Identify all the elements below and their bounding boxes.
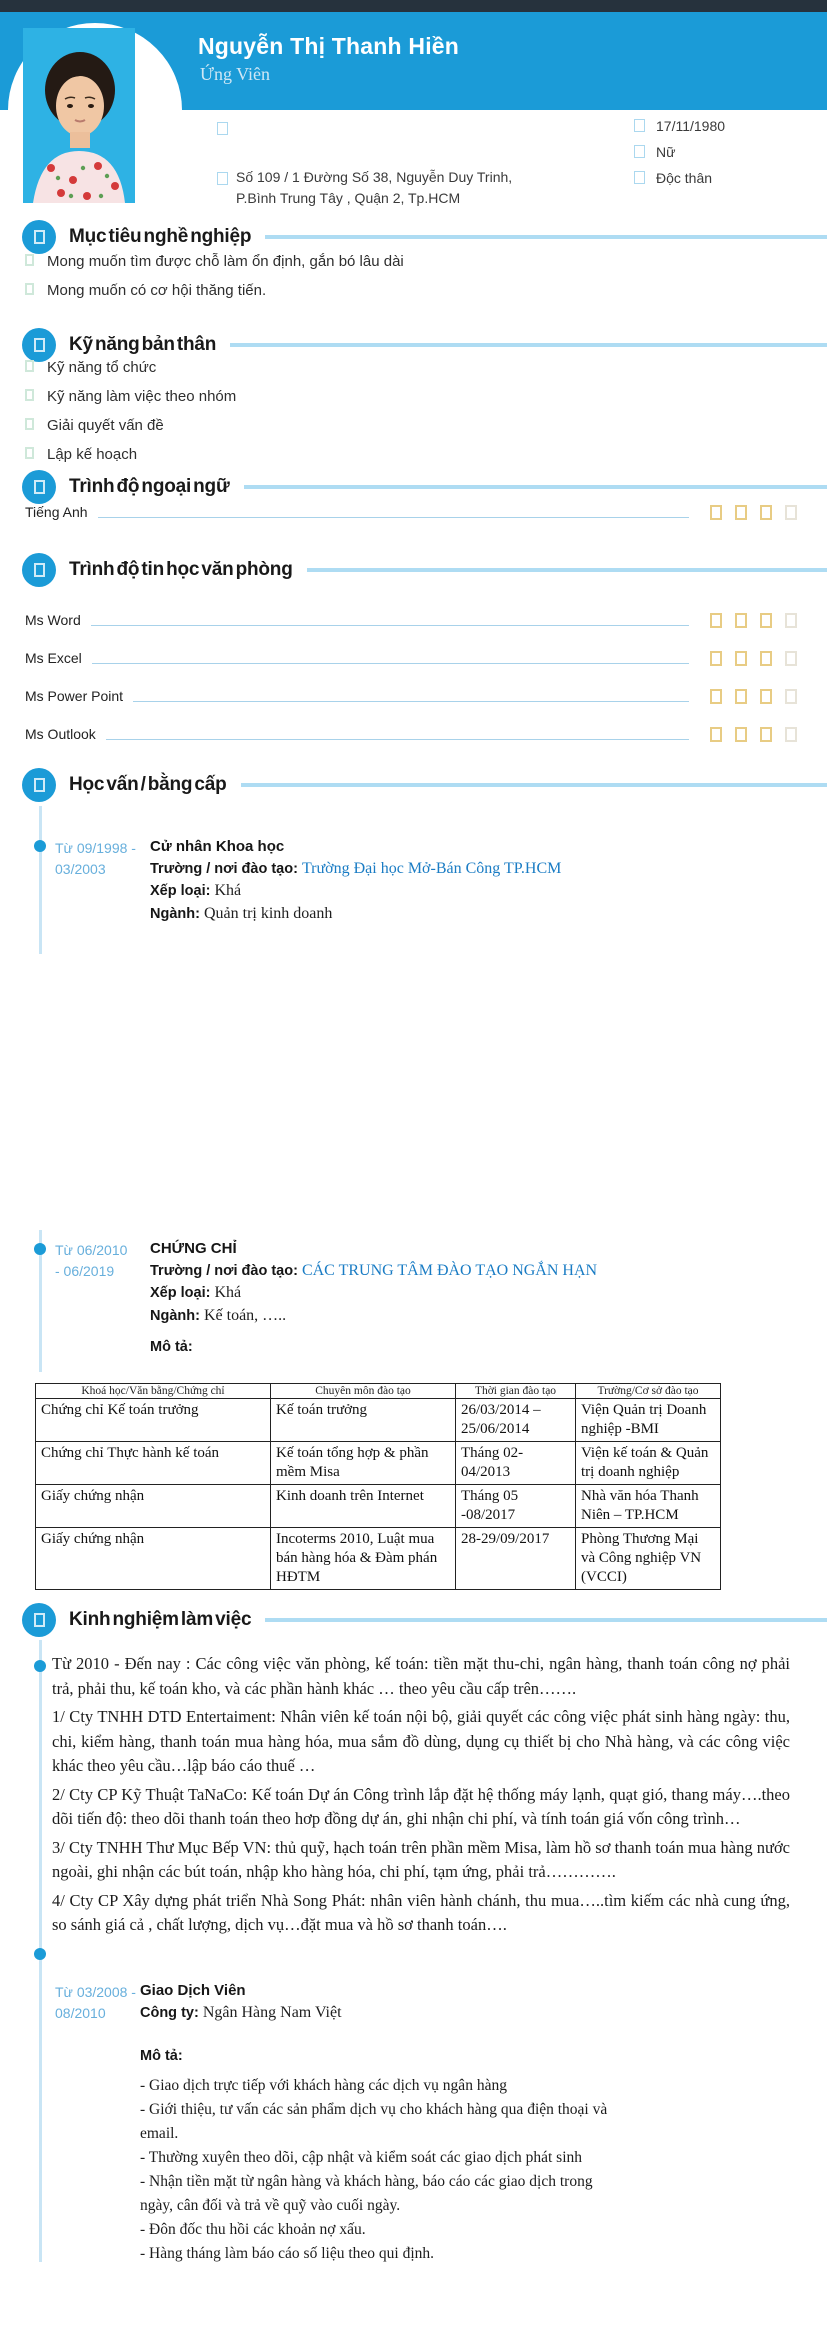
target-icon-glyph (34, 230, 45, 244)
star-icon (785, 505, 797, 520)
education-icon-glyph (34, 778, 45, 792)
table-row (36, 1528, 721, 1590)
gender-value: Nữ (656, 144, 676, 160)
table-row (36, 1485, 721, 1528)
star-icon (760, 727, 772, 742)
period-line: - 06/2019 (55, 1263, 115, 1279)
grade-value: Khá (214, 1284, 242, 1301)
phone-icon (217, 122, 228, 135)
marital-status-icon (634, 171, 645, 184)
skill-label: Ms Word (25, 612, 81, 628)
square-bullet-icon (25, 283, 34, 295)
period-line: Từ 03/2008 - (55, 1984, 136, 2000)
office-rating-outlook (25, 722, 797, 746)
star-icon (785, 727, 797, 742)
description-label: Mô tả: (140, 2048, 183, 2064)
address-icon (217, 172, 228, 185)
table-header-cell: Thời gian đào tạo (456, 1384, 576, 1399)
gender-icon (634, 145, 645, 158)
objective-list (25, 252, 797, 310)
job-role: Giao Dịch Viên (140, 1982, 246, 1999)
star-icon (710, 689, 722, 704)
job-entry (140, 1980, 640, 2266)
skill-item (25, 358, 797, 378)
table-row (36, 1399, 721, 1442)
section-skills-header (0, 328, 827, 362)
briefcase-icon-glyph (34, 1613, 45, 1627)
language-icon-glyph (34, 480, 45, 494)
company-line (140, 2002, 640, 2025)
degree-title: CHỨNG CHỈ (150, 1240, 237, 1257)
section-divider (265, 1618, 827, 1622)
company-label: Công ty: (140, 2004, 199, 2021)
square-bullet-icon (25, 447, 34, 459)
major-value: Quản trị kinh doanh (203, 904, 333, 922)
job-duty: - Thường xuyên theo dõi, cập nhật và kiểm soát các giao dịch phát sinh (140, 2148, 583, 2166)
office-rating-powerpoint (25, 684, 797, 708)
experience-paragraph: 1/ Cty TNHH DTD Entertaiment: Nhân viên kế toán nội bộ, giải quyết các công việc phát sinh hàng ngày: thu, chi, kiểm hàng, thanh toán mua hàng hóa, mua sắm đồ dùng, dụng cụ thiết bị cho Nhà hàng, và các công việc khác theo yêu cầu…lập báo cáo thuế … (52, 1707, 790, 1775)
skills-icon-glyph (34, 338, 45, 352)
skills-list (25, 358, 797, 474)
school-line (150, 858, 710, 881)
list-item-text: Kỹ năng làm việc theo nhóm (47, 388, 237, 405)
timeline-line (39, 806, 42, 954)
list-item-text: Kỹ năng tổ chức (47, 359, 157, 376)
section-title: Học vấn / bằng cấp (69, 774, 227, 795)
square-bullet-icon (25, 254, 34, 266)
star-icon (760, 505, 772, 520)
list-item-text: Mong muốn tìm được chỗ làm ổn định, gắn bó lâu dài (47, 253, 404, 270)
description-label: Mô tả: (150, 1339, 193, 1355)
profile-photo (23, 28, 135, 203)
period-line: Từ 06/2010 (55, 1242, 128, 1258)
section-title: Kỹ năng bản thân (69, 334, 217, 355)
table-cell: Tháng 05 -08/2017 (456, 1485, 576, 1528)
grade-label: Xếp loại: (150, 1285, 211, 1301)
address-value: Số 109 / 1 Đường Số 38, Nguyễn Duy Trinh, P.Bình Trung Tây , Quận 2, Tp.HCM (236, 169, 513, 206)
computer-icon (22, 553, 56, 587)
skill-item (25, 387, 797, 407)
table-header-cell: Khoá học/Văn bằng/Chứng chỉ (36, 1384, 271, 1399)
star-icon (710, 613, 722, 628)
skill-label: Ms Outlook (25, 726, 96, 742)
skill-underline (106, 739, 689, 740)
timeline-dot (34, 1243, 46, 1255)
table-cell: Giấy chứng nhận (36, 1485, 271, 1528)
timeline-dot (34, 840, 46, 852)
star-icon (785, 689, 797, 704)
grade-label: Xếp loại: (150, 883, 211, 899)
section-divider (241, 783, 827, 787)
major-value: Kế toán, ….. (203, 1306, 287, 1324)
major-line (150, 1305, 710, 1328)
square-bullet-icon (25, 360, 34, 372)
section-divider (265, 235, 827, 239)
star-icon (735, 727, 747, 742)
table-cell: Kinh doanh trên Internet (271, 1485, 456, 1528)
table-cell: Kế toán tổng hợp & phần mềm Misa (271, 1442, 456, 1485)
office-rating-word (25, 608, 797, 632)
star-icon (760, 613, 772, 628)
star-icon (785, 651, 797, 666)
period-line: 03/2003 (55, 861, 106, 877)
experience-paragraph: 2/ Cty CP Kỹ Thuật TaNaCo: Kế toán Dự án Công trình lắp đặt hệ thống máy lạnh, quạt gió, thang máy….theo dõi tiến độ: theo dõi thanh toán theo hơp đồng dự án, ghi nhận chi phí, và tính toán giá vốn công trình… (52, 1784, 790, 1828)
table-header-cell: Chuyên môn đào tạo (271, 1384, 456, 1399)
period-line: Từ 09/1998 - (55, 840, 136, 856)
education-period (55, 1240, 145, 1282)
skill-underline (98, 517, 689, 518)
table-cell: Chứng chỉ Kế toán trưởng (36, 1399, 271, 1442)
star-icon (735, 689, 747, 704)
timeline-dot (34, 1660, 46, 1672)
rating-stars (697, 613, 797, 628)
skill-label: Tiếng Anh (25, 504, 88, 520)
office-rating-excel (25, 646, 797, 670)
period-line: 08/2010 (55, 2005, 106, 2021)
section-title: Mục tiêu nghề nghiệp (69, 226, 252, 247)
grade-line (150, 880, 710, 903)
section-divider (230, 343, 827, 347)
dob-value: 17/11/1980 (656, 118, 726, 134)
objective-item (25, 252, 797, 272)
experience-paragraph: 3/ Cty TNHH Thư Mục Bếp VN: thủ quỹ, hạch toán trên phần mềm Misa, làm hồ sơ thanh toán mua hàng nước ngoài, ghi nhận các bút toán, nhập kho hàng hóa, chi phí, tạm ứng, phải trả…………. (52, 1837, 790, 1881)
skill-item (25, 416, 797, 436)
job-duty: - Đôn đốc thu hồi các khoản nợ xấu. (140, 2220, 366, 2238)
birthday-icon (634, 119, 645, 132)
target-icon (22, 220, 56, 254)
list-item-text: Giải quyết vấn đề (47, 417, 164, 434)
education-entry (150, 1238, 710, 1359)
job-duty: - Nhận tiền mặt từ ngân hàng và khách hàng, báo cáo các giao dịch trong ngày, cân đối và trả về quỹ vào cuối ngày. (140, 2172, 593, 2214)
table-cell: Viện kế toán & Quản trị doanh nghiệp (576, 1442, 721, 1485)
major-label: Ngành: (150, 905, 200, 922)
marital-status-value: Độc thân (656, 170, 713, 186)
star-icon (735, 613, 747, 628)
school-link[interactable]: Trường Đại học Mở-Bán Công TP.HCM (301, 859, 562, 877)
skill-underline (133, 701, 689, 702)
section-experience-header (0, 1603, 827, 1637)
table-row (36, 1442, 721, 1485)
language-rating-english (25, 500, 797, 524)
section-office-header (0, 553, 827, 587)
rating-stars (697, 689, 797, 704)
grade-line (150, 1282, 710, 1305)
school-link[interactable]: CÁC TRUNG TÂM ĐÀO TẠO NGẮN HẠN (301, 1261, 598, 1279)
rating-stars (697, 651, 797, 666)
section-objective-header (0, 220, 827, 254)
company-value: Ngân Hàng Nam Việt (202, 2003, 342, 2021)
square-bullet-icon (25, 389, 34, 401)
skill-item (25, 445, 797, 465)
education-entry (150, 836, 710, 925)
candidate-title: Ứng Viên (200, 64, 271, 84)
candidate-name: Nguyễn Thị Thanh Hiền (198, 33, 460, 59)
list-item-text: Mong muốn có cơ hội thăng tiến. (47, 282, 267, 299)
rating-stars (697, 727, 797, 742)
school-label: Trường / nơi đào tạo: (150, 860, 298, 877)
star-icon (710, 727, 722, 742)
table-cell: Tháng 02-04/2013 (456, 1442, 576, 1485)
table-cell: Chứng chỉ Thực hành kế toán (36, 1442, 271, 1485)
job-duty: - Giao dịch trực tiếp với khách hàng các dịch vụ ngân hàng (140, 2076, 507, 2094)
star-icon (710, 651, 722, 666)
list-item-text: Lập kế hoạch (47, 446, 138, 463)
certificates-table (35, 1383, 721, 1590)
section-divider (244, 485, 827, 489)
star-icon (735, 505, 747, 520)
table-header-row (36, 1384, 721, 1399)
table-cell: Giấy chứng nhận (36, 1528, 271, 1590)
objective-item (25, 281, 797, 301)
rating-stars (697, 505, 797, 520)
grade-value: Khá (214, 882, 242, 899)
section-education-header (0, 768, 827, 802)
skill-underline (92, 663, 689, 664)
experience-paragraph: 4/ Cty CP Xây dựng phát triển Nhà Song Phát: nhân viên hành chánh, thu mua…..tìm kiếm các nhà cung ứng, so sánh giá cả , chất lượng, dịch vụ…đặt mua và hồ sơ thanh toán…. (52, 1890, 790, 1934)
section-divider (307, 568, 827, 572)
star-icon (735, 651, 747, 666)
star-icon (710, 505, 722, 520)
section-title: Trình độ tin học văn phòng (69, 559, 293, 580)
computer-icon-glyph (34, 563, 45, 577)
job-duty: - Giới thiệu, tư vấn các sản phẩm dịch vụ cho khách hàng qua điện thoại và email. (140, 2100, 608, 2142)
degree-title: Cử nhân Khoa học (150, 838, 285, 855)
table-cell: 28-29/09/2017 (456, 1528, 576, 1590)
skill-underline (91, 625, 689, 626)
experience-paragraph: Từ 2010 - Đến nay : Các công việc văn phòng, kế toán: tiền mặt thu-chi, ngân hàng, thanh toán công nợ phải trả, phải thu, kế toán kho, và các phần hành khác … theo yêu cầu cấp trên……. (52, 1654, 790, 1698)
star-icon (760, 651, 772, 666)
major-label: Ngành: (150, 1307, 200, 1324)
briefcase-icon (22, 1603, 56, 1637)
star-icon (760, 689, 772, 704)
section-title: Kinh nghiệm làm việc (69, 1609, 252, 1630)
major-line (150, 903, 710, 926)
timeline-dot (34, 1948, 46, 1960)
table-cell: Kế toán trưởng (271, 1399, 456, 1442)
table-cell: Incoterms 2010, Luật mua bán hàng hóa & Đàm phán HĐTM (271, 1528, 456, 1590)
table-cell: Phòng Thương Mại và Công nghiệp VN (VCCI) (576, 1528, 721, 1590)
section-title: Trình độ ngoại ngữ (69, 476, 230, 497)
table-header-cell: Trường/Cơ sở đào tạo (576, 1384, 721, 1399)
job-period (55, 1982, 145, 2024)
school-line (150, 1260, 710, 1283)
language-icon (22, 470, 56, 504)
education-period (55, 838, 145, 880)
job-duty: - Hàng tháng làm báo cáo số liệu theo qui định. (140, 2244, 435, 2262)
table-cell: 26/03/2014 – 25/06/2014 (456, 1399, 576, 1442)
school-label: Trường / nơi đào tạo: (150, 1262, 298, 1279)
square-bullet-icon (25, 418, 34, 430)
education-icon (22, 768, 56, 802)
skill-label: Ms Power Point (25, 688, 124, 704)
top-strip (0, 0, 827, 12)
experience-summary (52, 1652, 790, 1942)
star-icon (785, 613, 797, 628)
skill-label: Ms Excel (25, 650, 82, 666)
section-language-header (0, 470, 827, 504)
table-cell: Nhà văn hóa Thanh Niên – TP.HCM (576, 1485, 721, 1528)
job-duties-list (140, 2074, 610, 2266)
table-cell: Viện Quản trị Doanh nghiệp -BMI (576, 1399, 721, 1442)
skills-icon (22, 328, 56, 362)
